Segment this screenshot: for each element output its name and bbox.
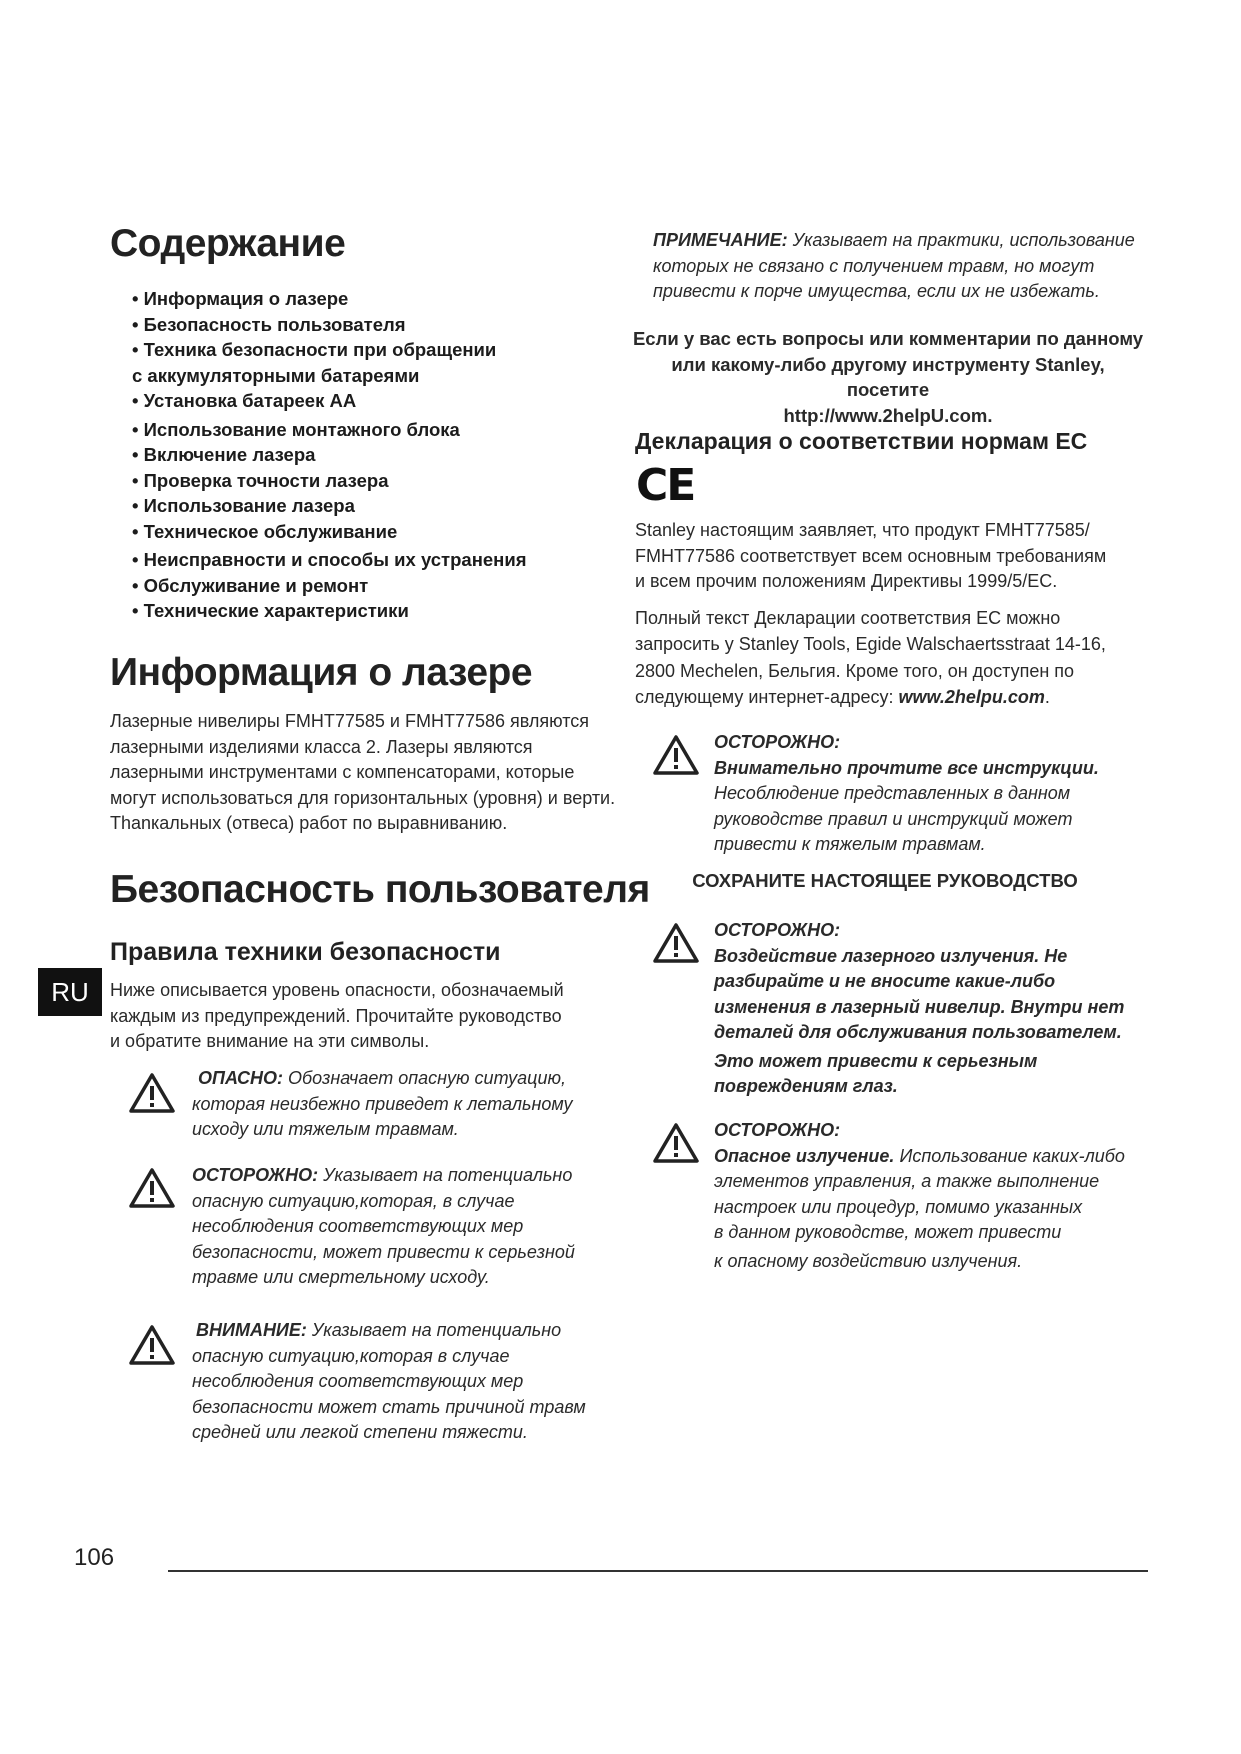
list-item: с аккумуляторными батареями	[132, 364, 420, 386]
warning-triangle-icon	[652, 734, 700, 776]
note-block: ПРИМЕЧАНИЕ: Указывает на практики, использование которых не связано с получением травм, но могут привести к порче имущества, если их не избежать.	[653, 230, 1135, 301]
ce-mark-icon: CE	[636, 460, 695, 511]
warning-triangle-icon	[652, 1122, 700, 1164]
warning-triangle-icon	[128, 1167, 176, 1209]
list-item: • Техника безопасности при обращении	[132, 339, 497, 360]
list-item: • Безопасность пользователя	[132, 313, 406, 335]
danger-label: ОПАСНО:	[198, 1068, 284, 1088]
footer-divider	[168, 1570, 1148, 1572]
safety-rules-subtitle: Правила техники безопасности	[110, 938, 501, 966]
laser-info-title: Информация о лазере	[110, 651, 533, 694]
warning-label: ОСТОРОЖНО:	[192, 1165, 319, 1185]
list-item: • Использование монтажного блока	[132, 418, 460, 440]
laser-info-text: Лазерные нивелиры FMHT77585 и FMHT77586 являются лазерными изделиями класса 2. Лазеры являются лазерными инструментами с компенсаторами, которые могут использоваться для горизонтальных (уровня) и верти. Thanкальных (отвеса) работ по выравниванию.	[110, 711, 616, 833]
list-item: • Включение лазера	[132, 444, 316, 465]
caution-label: ВНИМАНИЕ:	[196, 1320, 307, 1340]
list-item: • Использование лазера	[132, 495, 355, 516]
contact-url: http://www.2helpU.com.	[783, 404, 993, 426]
contact-block: Если у вас есть вопросы или комментарии по данному или какому-либо другому инструменту Stanley, посетите http://www.2helpU.com.	[628, 326, 1148, 428]
list-item: • Установка батареек АА	[132, 390, 357, 411]
toc-list	[132, 286, 612, 624]
warning-label: ОСТОРОЖНО:	[714, 920, 841, 940]
declaration-text-1: Stanley настоящим заявляет, что продукт FMHT77585/ FMHT77586 соответствует всем основным требованиям и всем прочим положениям Директивы 1999/5/ЕС.	[635, 520, 1107, 591]
warning-triangle-icon	[652, 922, 700, 964]
list-item: • Проверка точности лазера	[132, 469, 389, 491]
declaration-title: Декларация о соответствии нормам ЕС	[635, 428, 1088, 454]
note-label: ПРИМЕЧАНИЕ:	[653, 230, 788, 250]
list-item: • Техническое обслуживание	[132, 520, 398, 542]
warning-label: ОСТОРОЖНО:	[714, 732, 841, 752]
toc-title: Содержание	[110, 222, 346, 265]
warning-triangle-icon	[128, 1324, 176, 1366]
declaration-link[interactable]: www.2helpu.com	[898, 686, 1045, 707]
declaration-text-2: Полный текст Декларации соответствия ЕС можно запросить у Stanley Tools, Egide Walschaertsstraat 14-16, 2800 Mechelen, Бельгия. Кроме того, он доступен по следующему интернет-адресу: www.2helpu.com.	[635, 608, 1106, 707]
warning-label: ОСТОРОЖНО:	[714, 1120, 841, 1140]
safety-intro: Ниже описывается уровень опасности, обозначаемый каждым из предупреждений. Прочитайте руководство и обратите внимание на эти символы.	[110, 980, 564, 1051]
user-safety-title: Безопасность пользователя	[110, 868, 650, 911]
warning-triangle-icon	[128, 1072, 176, 1114]
list-item: • Информация о лазере	[132, 288, 349, 309]
save-manual-heading: СОХРАНИТЕ НАСТОЯЩЕЕ РУКОВОДСТВО	[692, 870, 1078, 891]
language-tab: RU	[38, 968, 102, 1016]
list-item: • Обслуживание и ремонт	[132, 574, 369, 596]
page-number: 106	[74, 1544, 115, 1571]
list-item: • Технические характеристики	[132, 600, 409, 621]
list-item: • Неисправности и способы их устранения	[132, 549, 527, 570]
